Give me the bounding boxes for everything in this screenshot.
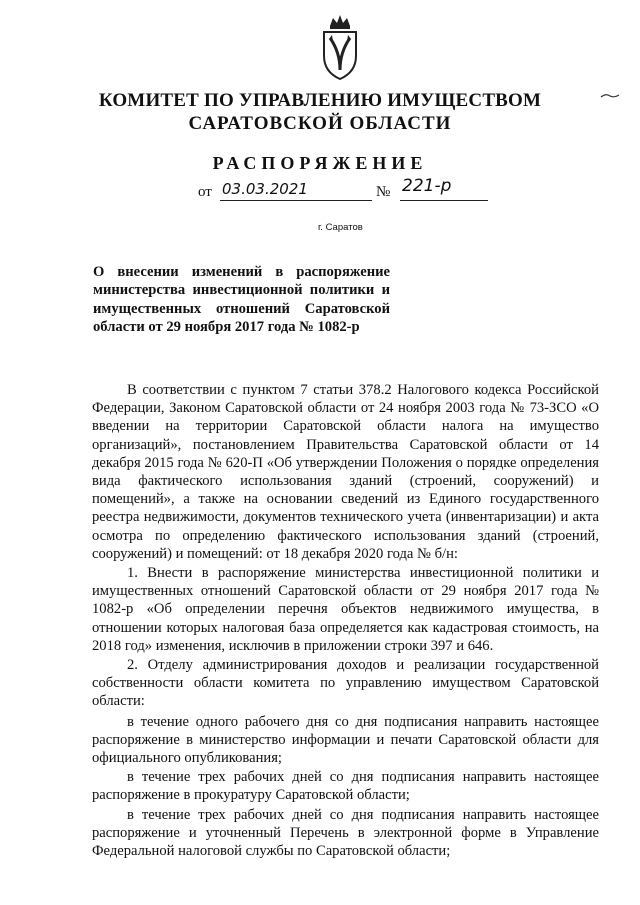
document-body (92, 381, 599, 860)
paragraph-preamble: В соответствии с пунктом 7 статьи 378.2 Налогового кодекса Российской Федерации, Законом Саратовской области от 24 ноября 2003 года № 73-ЗСО «О введении на территории Саратовской области налога на имущество организаций», постановлением Правительства Саратовской области от 14 декабря 2015 года № 620-П «Об утверждении Положения о порядке определения вида фактического использования зданий (строений, сооружений) и помещений», а также на основании сведений из Единого государственного реестра недвижимости, документов технического учета (инвентаризации) и акта осмотра по определению фактического использования зданий (строений, сооружений) и помещений: от 18 декабря 2020 года № б/н: (92, 382, 599, 562)
number-sign: № (376, 184, 391, 200)
paragraph-item-1: 1. Внести в распоряжение министерства инвестиционной политики и имущественных отношений Саратовской области от 29 ноября 2017 года № 1082-р «Об определении перечня объектов недвижимого имущества, в отношении которых налоговая база определяется как кадастровая стоимость, на 2018 год» изменения, исключив в приложении строки 397 и 646. (92, 565, 599, 654)
org-name-line1: КОМИТЕТ ПО УПРАВЛЕНИЮ ИМУЩЕСТВОМ (98, 90, 542, 111)
paragraph-item-2-a: в течение одного рабочего дня со дня подписания направить настоящее распоряжение в министерство информации и печати Саратовской области для официального опубликования; (92, 713, 599, 767)
document-subject: О внесении изменений в распоряжение министерства инвестиционной политики и имущественных отношений Саратовской области от 29 ноября 2017 года № 1082-р (93, 264, 390, 336)
org-name-line2: САРАТОВСКОЙ ОБЛАСТИ (188, 113, 452, 134)
city: г. Саратов (318, 222, 363, 233)
paragraph-item-2: 2. Отделу администрирования доходов и реализации государственной собственности области комитета по управлению имуществом Саратовской области: (92, 657, 599, 710)
paragraph-item-2-c: в течение трех рабочих дней со дня подписания направить настоящее распоряжение и уточненный Перечень в электронной форме в Управление Федеральной налоговой службы по Саратовской области; (92, 806, 599, 860)
document-date: 03.03.2021 (220, 180, 372, 201)
coat-of-arms-icon (318, 12, 362, 82)
document-type: РАСПОРЯЖЕНИЕ (212, 153, 428, 173)
paragraph-item-2-b: в течение трех рабочих дней со дня подписания направить настоящее распоряжение в прокуратуру Саратовской области; (92, 769, 599, 804)
date-prefix: от (198, 184, 212, 200)
document-number: 221-р (400, 176, 488, 201)
